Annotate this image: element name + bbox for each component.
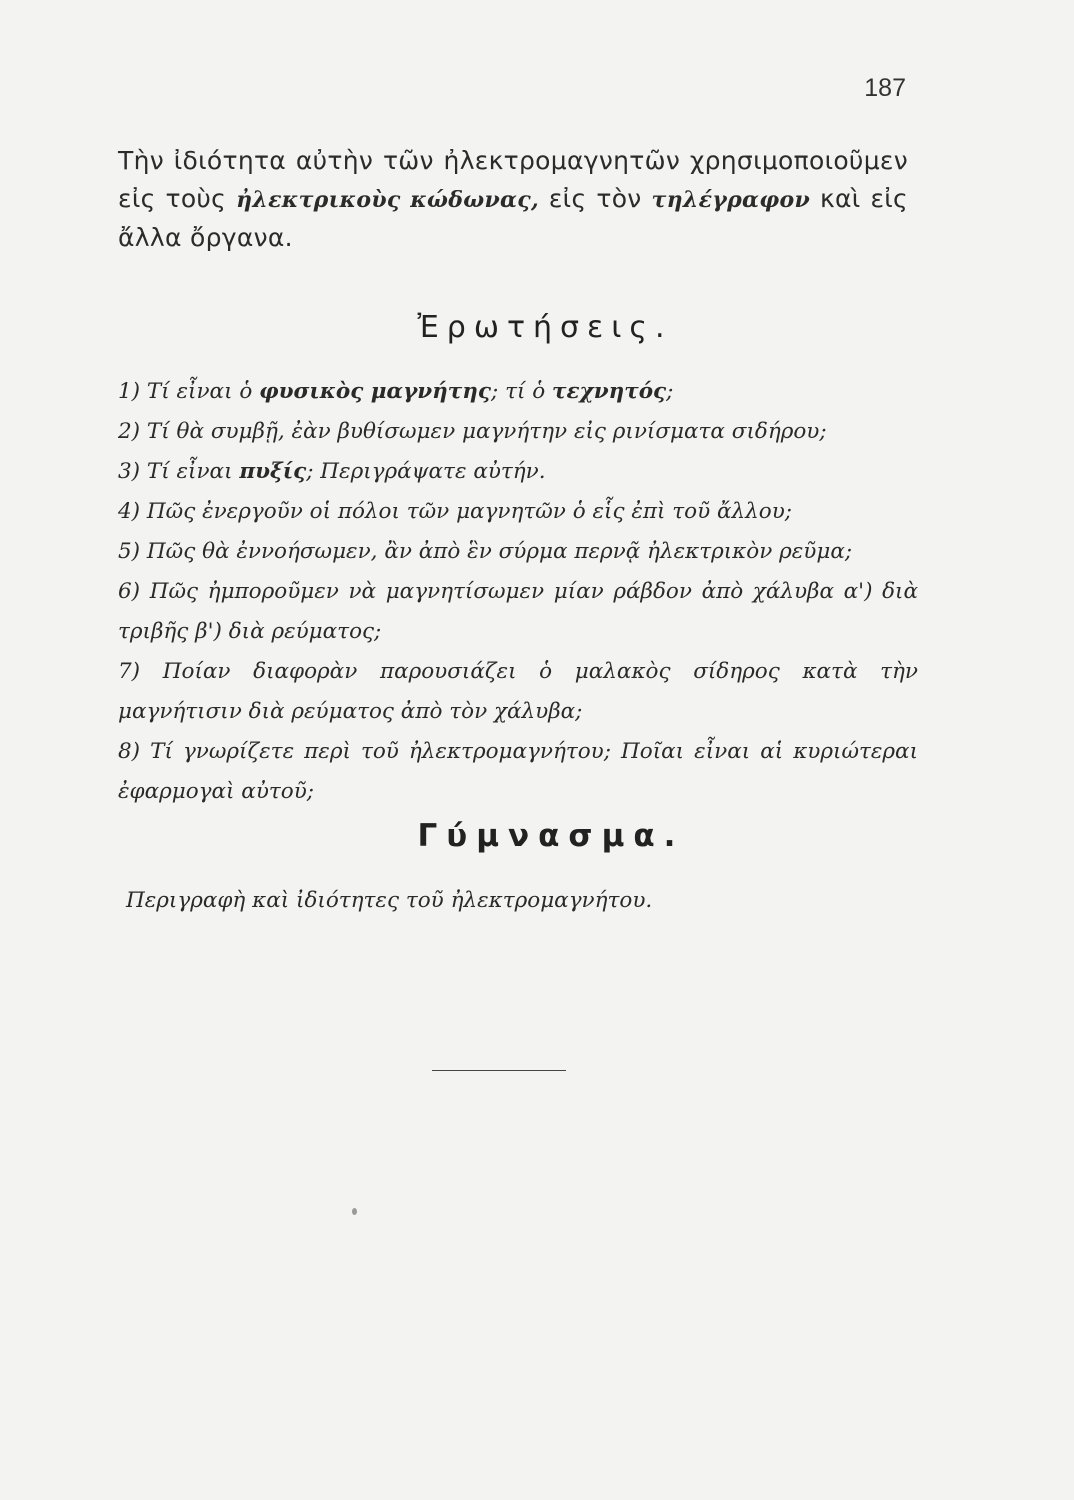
question-text: Τί εἶναι: [140, 459, 240, 484]
intro-emphasis-telegraph: τηλέγραφον: [651, 187, 811, 213]
question-number: 4): [118, 499, 141, 524]
question-number: 1): [118, 379, 141, 404]
question-emphasis: φυσικὸς μαγνήτης: [259, 379, 491, 404]
closing-rule: [432, 1070, 566, 1071]
questions-list: [118, 372, 918, 812]
question-number: 6): [118, 579, 141, 604]
question-6: [118, 572, 918, 652]
question-text: ; τί ὁ: [491, 379, 553, 404]
question-1: [118, 372, 918, 412]
intro-text-2: εἰς τὸν: [538, 184, 652, 213]
question-text: Πῶς ἠμποροῦμεν νὰ μαγνητίσωμεν μίαν ράβδον ἀπὸ χάλυβα α') διὰ τριβῆς β') διὰ ρεύματος;: [118, 579, 918, 644]
question-text: Τί γνωρίζετε περὶ τοῦ ἠλεκτρομαγνήτου; Ποῖαι εἶναι αἱ κυριώτεραι ἐφαρμογαὶ αὐτοῦ;: [118, 739, 918, 804]
question-text: Τί θὰ συμβῇ, ἐὰν βυθίσωμεν μαγνήτην εἰς ρινίσματα σιδήρου;: [140, 419, 827, 444]
question-number: 5): [118, 539, 141, 564]
exercise-text: Περιγραφὴ καὶ ἰδιότητες τοῦ ἠλεκτρομαγνήτου.: [126, 888, 653, 913]
question-5: [118, 532, 918, 572]
intro-paragraph: [118, 142, 908, 257]
question-2: [118, 412, 918, 452]
page-number: 187: [864, 74, 906, 102]
question-7: [118, 652, 918, 732]
question-text: Πῶς ἐνεργοῦν οἱ πόλοι τῶν μαγνητῶν ὁ εἷς ἐπὶ τοῦ ἄλλου;: [140, 499, 793, 524]
intro-emphasis-bells: ἠλεκτρικοὺς κώδωνας,: [236, 187, 539, 213]
intro-text-1: Τὴν ἰδιότητα αὐτὴν τῶν ἠλεκτρομαγνητῶν χρησιμοποιοῦμεν εἰς τοὺς: [118, 146, 908, 213]
intro-text-3: καὶ εἰς ἄλλα ὄργανα.: [118, 184, 908, 252]
paper-speck: [352, 1208, 357, 1215]
question-text: ;: [666, 379, 674, 404]
question-text: Τί εἶναι ὁ: [140, 379, 260, 404]
question-4: [118, 492, 918, 532]
question-number: 7): [118, 659, 141, 684]
question-3: [118, 452, 918, 492]
questions-heading: Ἐρωτήσεις.: [417, 310, 673, 345]
question-text: Πῶς θὰ ἐννοήσωμεν, ἂν ἀπὸ ἓν σύρμα περνᾷ ἠλεκτρικὸν ρεῦμα;: [140, 539, 853, 564]
question-text: Ποίαν διαφορὰν παρουσιάζει ὁ μαλακὸς σίδηρος κατὰ τὴν μαγνήτισιν διὰ ρεύματος ἀπὸ τὸν χάλυβα;: [118, 659, 918, 724]
question-emphasis: πυξίς: [239, 459, 307, 484]
question-text: ; Περιγράψατε αὐτήν.: [306, 459, 546, 484]
question-number: 2): [118, 419, 141, 444]
question-number: 3): [118, 459, 141, 484]
question-emphasis: τεχνητός: [552, 379, 667, 404]
exercise-heading: Γύμνασμα.: [417, 818, 685, 854]
question-number: 8): [118, 739, 141, 764]
question-8: [118, 732, 918, 812]
